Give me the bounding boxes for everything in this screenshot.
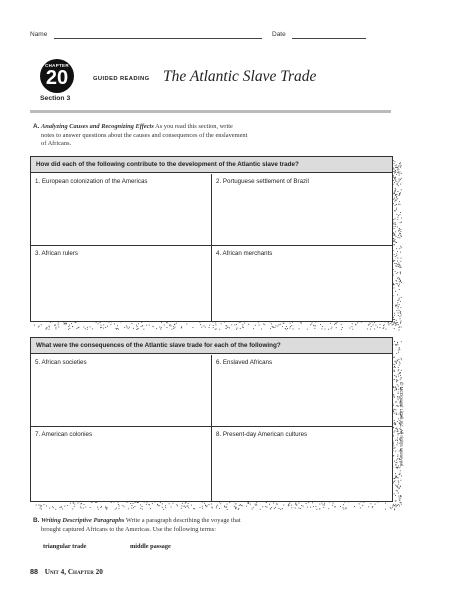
part-b-letter: B. (33, 517, 40, 524)
table2 (30, 337, 393, 502)
title-rule (30, 110, 391, 113)
part-a-text-3: of Africans. (41, 140, 72, 147)
term-triangular-trade: triangular trade (43, 543, 87, 550)
part-b-instructions (33, 517, 363, 534)
cell-label: 8. Present-day American cultures (216, 431, 308, 438)
table2-cell-7[interactable] (31, 427, 212, 501)
guided-reading-label: GUIDED READING (93, 76, 150, 82)
cell-label: 3. African rulers (35, 250, 78, 257)
part-b-heading: Writing Descriptive Paragraphs (41, 517, 125, 524)
unit-chapter-label: Unit 4, Chapter 20 (44, 568, 103, 576)
page-title: The Atlantic Slave Trade (163, 68, 317, 85)
part-b-text-2: brought captured Africans to the Americas. Use the following terms: (41, 525, 216, 533)
table2-cell-6[interactable] (212, 355, 392, 427)
date-line[interactable] (292, 38, 366, 39)
cell-label: 5. African societies (35, 359, 87, 366)
cell-label: 7. American colonies (35, 431, 93, 438)
part-b-text-1: Write a paragraph describing the voyage that (125, 517, 241, 524)
table1 (30, 156, 393, 322)
cell-label: 2. Portuguese settlement of Brazil (216, 178, 309, 185)
table1-cell-4[interactable] (212, 246, 392, 321)
cell-label: 4. African merchants (216, 250, 273, 257)
page-footer (30, 567, 103, 576)
part-a-text-2: notes to answer questions about the causes and consequences of the enslavement (41, 131, 248, 139)
chapter-label: CHAPTER (45, 63, 69, 68)
table2-cell-8[interactable] (212, 427, 392, 501)
table2-question: What were the consequences of the Atlantic slave trade for each of the following? (31, 338, 392, 354)
date-label: Date (272, 31, 286, 38)
chapter-badge (40, 59, 74, 93)
part-a-instructions (33, 123, 363, 149)
table1-question: How did each of the following contribute to the development of the Atlantic slave trade? (31, 157, 392, 173)
part-a-text-1: As you read this section, write (155, 123, 233, 130)
part-a-letter: A. (33, 123, 40, 130)
chapter-number: 20 (45, 67, 69, 89)
table2-cell-5[interactable] (31, 355, 212, 427)
name-label: Name (30, 31, 48, 38)
table1-cell-3[interactable] (31, 246, 212, 321)
term-middle-passage: middle passage (130, 543, 171, 550)
part-a-heading: Analyzing Causes and Recognizing Effects (41, 123, 154, 130)
table1-cell-1[interactable] (31, 174, 212, 246)
cell-label: 6. Enslaved Africans (216, 359, 273, 366)
cell-label: 1. European colonization of the Americas (35, 178, 148, 185)
name-line[interactable] (54, 38, 262, 39)
page-number: 88 (30, 567, 38, 576)
section-label: Section 3 (40, 95, 71, 102)
table1-cell-2[interactable] (212, 174, 392, 246)
copyright-notice: © McDougal Littell Inc. All rights reserved. (399, 382, 404, 468)
